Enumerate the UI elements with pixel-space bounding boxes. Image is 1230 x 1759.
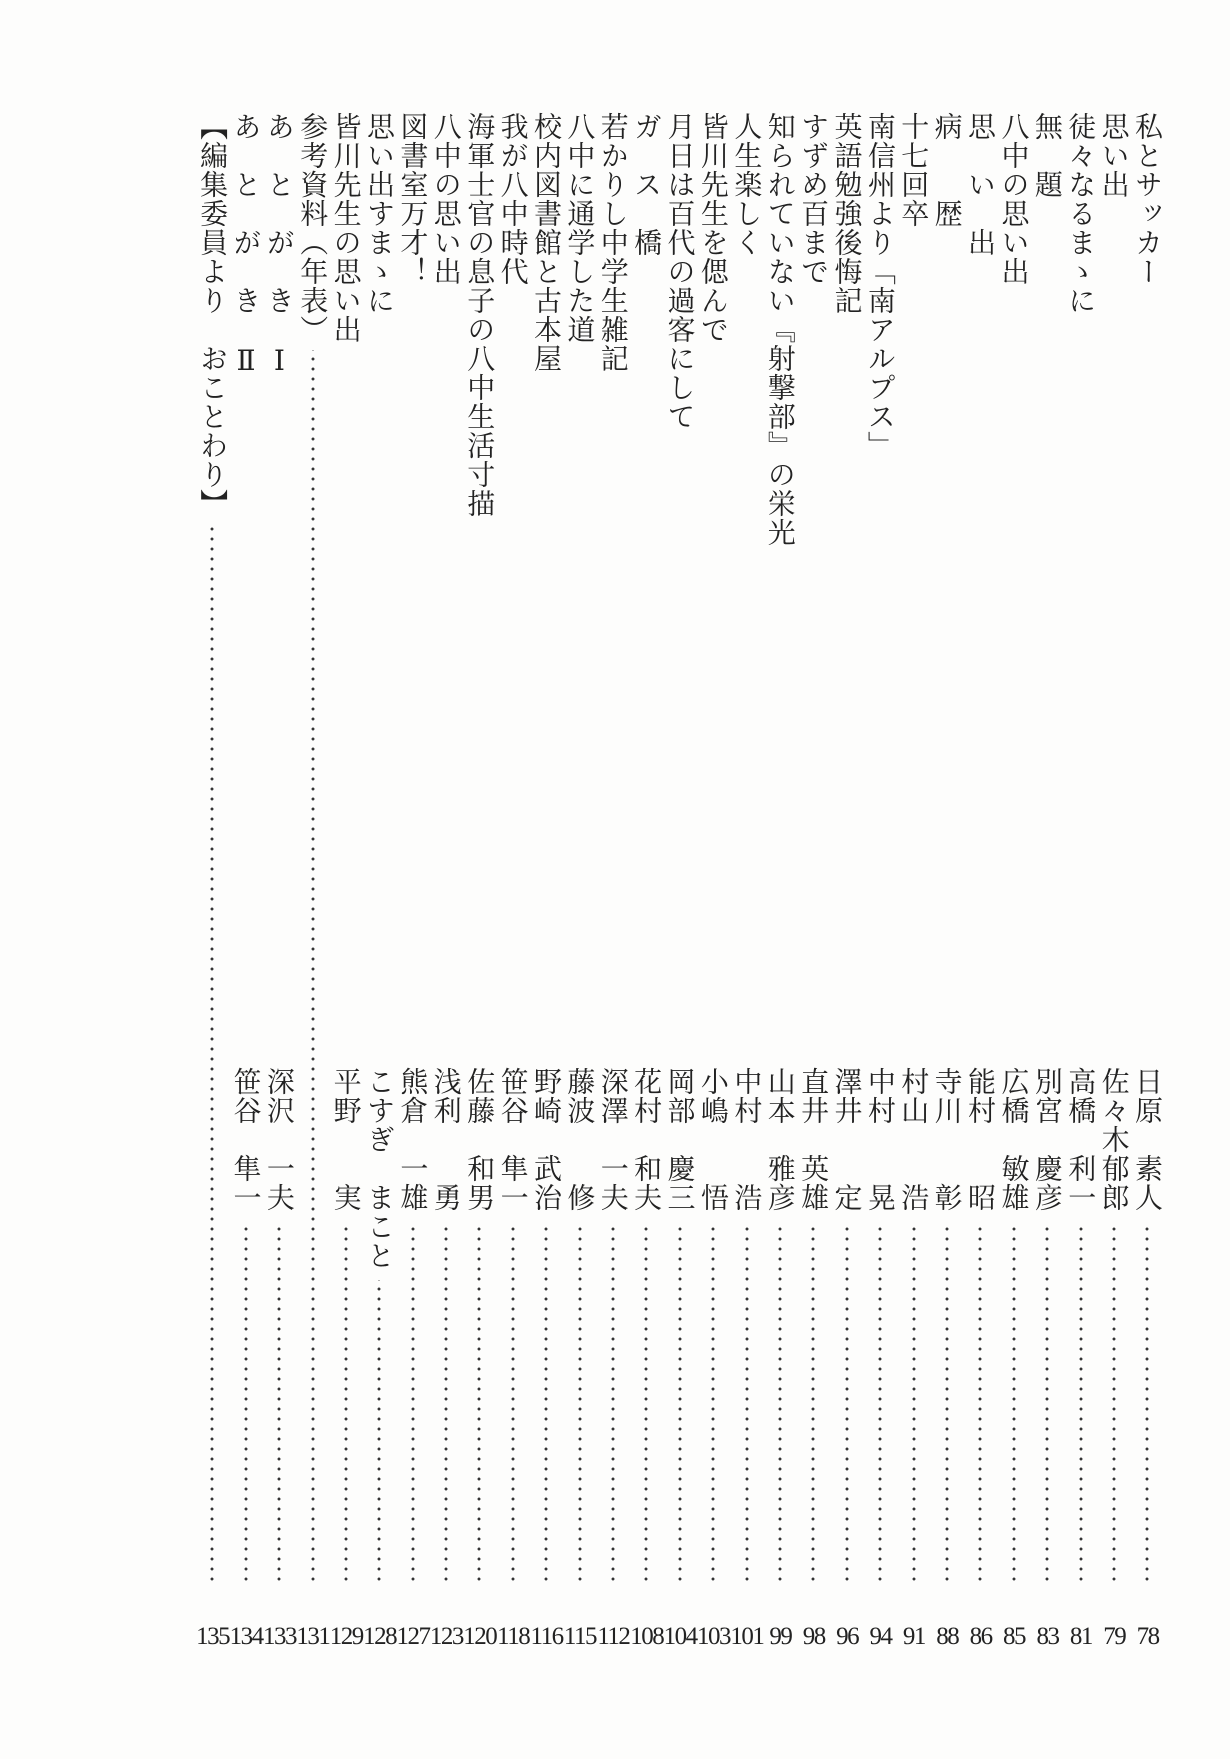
entry-title: 思い出 [1097,112,1131,199]
toc-entry[interactable] [763,112,796,1652]
table-of-contents [196,112,1164,1652]
entry-title: 校内図書館と古本屋 [529,112,563,373]
entry-author: 澤井 定 [830,1067,863,1216]
dot-leader [778,1222,782,1584]
entry-page-number: 99 [769,1623,792,1650]
entry-author: 広橋 敏雄 [997,1067,1030,1216]
entry-page-number: 96 [836,1623,859,1650]
entry-author: 熊倉 一雄 [396,1067,429,1216]
dot-leader [678,1222,682,1584]
entry-title: 英語勉強後悔記 [830,112,864,315]
dot-leader [277,1222,281,1584]
dot-leader [1145,1222,1149,1584]
toc-entry[interactable] [1030,112,1063,1652]
entry-page-number: 116 [530,1623,563,1650]
dot-leader [578,1222,582,1584]
toc-entry[interactable] [897,112,930,1652]
entry-title: 月日は百代の過客にして [663,112,697,431]
entry-page-number: 78 [1136,1623,1159,1650]
entry-author: 村山 浩 [897,1067,930,1216]
toc-entry[interactable] [697,112,730,1652]
toc-entry[interactable] [296,112,329,1652]
toc-entry[interactable] [1131,112,1164,1652]
dot-leader [611,1222,615,1584]
dot-leader [377,1280,381,1584]
entry-author: 深澤 一夫 [596,1067,629,1216]
entry-title: 海軍士官の息子の八中生活寸描 [463,112,497,518]
entry-page-number: 79 [1103,1623,1126,1650]
entry-title: 若かりし中学生雑記 [596,112,630,373]
toc-entry[interactable] [1097,112,1130,1652]
entry-page-number: 98 [802,1623,825,1650]
entry-title: ガ ス 橋 [630,112,664,257]
toc-entry[interactable] [329,112,362,1652]
entry-title: 参考資料（年表） [296,112,330,344]
entry-author: 花村 和夫 [630,1067,663,1216]
entry-page-number: 88 [936,1623,959,1650]
entry-title: すずめ百まで [797,112,831,286]
entry-page-number: 135 [196,1623,230,1650]
toc-entry[interactable] [863,112,896,1652]
entry-page-number: 120 [463,1623,497,1650]
entry-author: 高橋 利一 [1064,1067,1097,1216]
entry-page-number: 103 [697,1623,731,1650]
dot-leader [845,1222,849,1584]
entry-page-number: 104 [663,1623,697,1650]
toc-entry[interactable] [396,112,429,1652]
entry-page-number: 81 [1069,1623,1092,1650]
entry-author: 能村 昭 [964,1067,997,1216]
toc-entry[interactable] [530,112,563,1652]
toc-entry[interactable] [663,112,696,1652]
dot-leader [978,1222,982,1584]
entry-title: 八中に通学した道 [563,112,597,344]
dot-leader [411,1222,415,1584]
entry-author: 中村 浩 [730,1067,763,1216]
dot-leader [1079,1222,1083,1584]
dot-leader [912,1222,916,1584]
entry-title: 八中の思い出 [429,112,463,286]
entry-page-number: 128 [363,1623,397,1650]
entry-author: 平野 実 [329,1067,362,1216]
entry-title: 知られていない『射撃部』の栄光 [763,112,797,547]
entry-page-number: 123 [429,1623,463,1650]
toc-entry[interactable] [563,112,596,1652]
entry-author: 小嶋 悟 [697,1067,730,1216]
entry-page-number: 133 [262,1623,296,1650]
entry-page-number: 134 [229,1623,263,1650]
dot-leader [711,1222,715,1584]
entry-author: 中村 晃 [863,1067,896,1216]
toc-entry[interactable] [262,112,295,1652]
dot-leader [745,1222,749,1584]
toc-entry[interactable] [830,112,863,1652]
entry-title: 皆川先生の思い出 [329,112,363,344]
entry-page-number: 83 [1036,1623,1059,1650]
entry-author: 日原 素人 [1131,1067,1164,1216]
entry-title: 皆川先生を偲んで [696,112,730,344]
dot-leader [511,1222,515,1584]
dot-leader [644,1222,648,1584]
toc-entry[interactable] [730,112,763,1652]
toc-entry[interactable] [1064,112,1097,1652]
entry-page-number: 94 [869,1623,892,1650]
entry-author: 佐藤 和男 [463,1067,496,1216]
dot-leader [544,1222,548,1584]
toc-entry[interactable] [196,112,229,1652]
entry-author: 浅利 勇 [429,1067,462,1216]
entry-author: 寺川 彰 [930,1067,963,1216]
entry-title: 南信州より「南アルプス」 [863,112,897,460]
toc-entry[interactable] [596,112,629,1652]
entry-page-number: 86 [969,1623,992,1650]
entry-title: 十七回卒 [897,112,931,228]
entry-title: 人生楽しく [730,112,764,257]
entry-page-number: 91 [902,1623,925,1650]
entry-author: 別宮 慶彦 [1030,1067,1063,1216]
entry-author: 笹谷 隼一 [496,1067,529,1216]
entry-page-number: 127 [396,1623,430,1650]
dot-leader [210,524,214,1584]
entry-author: 野崎 武治 [530,1067,563,1216]
toc-entry[interactable] [964,112,997,1652]
dot-leader [311,350,315,1584]
dot-leader [1045,1222,1049,1584]
entry-page-number: 118 [497,1623,530,1650]
entry-page-number: 129 [329,1623,363,1650]
entry-title: 図書室万才！ [396,112,430,286]
entry-author: 深沢 一夫 [262,1067,295,1216]
toc-entry[interactable] [429,112,462,1652]
entry-title: あ と が き Ⅰ [262,112,296,378]
entry-author: 岡部 慶三 [663,1067,696,1216]
entry-page-number: 112 [597,1623,630,1650]
entry-title: 【編集委員より おことわり】 [196,112,230,518]
dot-leader [945,1222,949,1584]
toc-entry[interactable] [997,112,1030,1652]
entry-title: あ と が き Ⅱ [229,112,263,378]
dot-leader [811,1222,815,1584]
entry-title: 思 い 出 [964,112,998,257]
toc-entry[interactable] [229,112,262,1652]
entry-title: 病 歴 [930,112,964,228]
dot-leader [344,1222,348,1584]
entry-page-number: 85 [1003,1623,1026,1650]
dot-leader [1112,1222,1116,1584]
entry-title: 八中の思い出 [997,112,1031,286]
dot-leader [244,1222,248,1584]
entry-page-number: 131 [296,1623,330,1650]
entry-title: 思い出すまゝに [363,112,397,315]
dot-leader [878,1222,882,1584]
entry-page-number: 108 [630,1623,664,1650]
dot-leader [444,1222,448,1584]
dot-leader [1012,1222,1016,1584]
entry-author: 藤波 修 [563,1067,596,1216]
toc-entry[interactable] [496,112,529,1652]
entry-title: 徒々なるまゝに [1064,112,1098,315]
dot-leader [477,1222,481,1584]
toc-entry[interactable] [797,112,830,1652]
entry-page-number: 115 [563,1623,596,1650]
entry-title: 私とサッカー [1131,112,1164,286]
entry-title: 我が八中時代 [496,112,530,286]
entry-author: 山本 雅彦 [763,1067,796,1216]
toc-entry[interactable] [930,112,963,1652]
toc-entry[interactable] [363,112,396,1652]
toc-entry[interactable] [463,112,496,1652]
entry-author: こすぎ まこと [363,1067,396,1274]
toc-entry[interactable] [630,112,663,1652]
entry-page-number: 101 [730,1623,764,1650]
entry-author: 笹谷 隼一 [229,1067,262,1216]
entry-author: 直井 英雄 [797,1067,830,1216]
entry-author: 佐々木郁郎 [1097,1067,1130,1216]
entry-title: 無 題 [1030,112,1064,199]
